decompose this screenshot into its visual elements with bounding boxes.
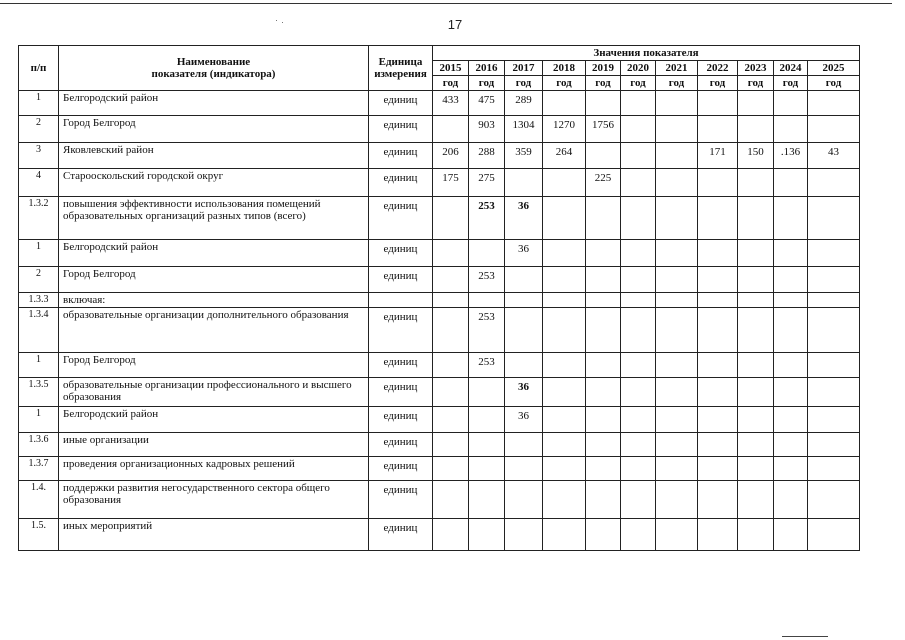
row-number: 1 (19, 240, 59, 267)
value-cell-2022 (698, 457, 738, 481)
header-year: 2022 (698, 61, 738, 76)
value-cell-2024: .136 (774, 143, 808, 169)
value-cell-2016: 288 (469, 143, 505, 169)
value-cell-2021 (656, 143, 698, 169)
value-cell-2017: 36 (505, 407, 543, 433)
value-cell-2024 (774, 197, 808, 240)
header-year-suffix: год (698, 76, 738, 91)
value-cell-2021 (656, 91, 698, 116)
value-cell-2018 (543, 267, 586, 293)
unit-cell: единиц (369, 197, 433, 240)
value-cell-2020 (621, 267, 656, 293)
value-cell-2016 (469, 293, 505, 308)
value-cell-2025 (808, 481, 860, 519)
value-cell-2016: 903 (469, 116, 505, 143)
value-cell-2022: 171 (698, 143, 738, 169)
value-cell-2018 (543, 91, 586, 116)
indicator-name: Белгородский район (59, 240, 369, 267)
indicator-name: поддержки развития негосударственного сектора общего образования (59, 481, 369, 519)
value-cell-2023 (738, 169, 774, 197)
row-number: 1 (19, 407, 59, 433)
value-cell-2022 (698, 407, 738, 433)
value-cell-2015 (433, 481, 469, 519)
value-cell-2023 (738, 293, 774, 308)
value-cell-2019 (586, 143, 621, 169)
row-number: 1.3.4 (19, 308, 59, 353)
value-cell-2018 (543, 308, 586, 353)
unit-cell (369, 293, 433, 308)
header-year-suffix: год (656, 76, 698, 91)
header-year: 2023 (738, 61, 774, 76)
value-cell-2017 (505, 519, 543, 551)
value-cell-2023 (738, 407, 774, 433)
row-number: 2 (19, 116, 59, 143)
value-cell-2016 (469, 519, 505, 551)
value-cell-2025: 43 (808, 143, 860, 169)
unit-cell: единиц (369, 519, 433, 551)
value-cell-2017: 359 (505, 143, 543, 169)
header-year-suffix: год (543, 76, 586, 91)
value-cell-2019 (586, 267, 621, 293)
value-cell-2020 (621, 519, 656, 551)
value-cell-2015 (433, 433, 469, 457)
row-number: 1 (19, 91, 59, 116)
value-cell-2018 (543, 197, 586, 240)
unit-cell: единиц (369, 91, 433, 116)
value-cell-2018 (543, 407, 586, 433)
value-cell-2019 (586, 433, 621, 457)
value-cell-2019 (586, 519, 621, 551)
indicator-name: Город Белгород (59, 353, 369, 378)
value-cell-2019 (586, 457, 621, 481)
value-cell-2019 (586, 197, 621, 240)
value-cell-2020 (621, 240, 656, 267)
header-year: 2015 (433, 61, 469, 76)
value-cell-2019 (586, 308, 621, 353)
value-cell-2024 (774, 267, 808, 293)
value-cell-2025 (808, 240, 860, 267)
header-year-suffix: год (433, 76, 469, 91)
header-num: п/п (19, 46, 59, 91)
indicator-name: проведения организационных кадровых решений (59, 457, 369, 481)
header-year: 2019 (586, 61, 621, 76)
indicator-name: Город Белгород (59, 116, 369, 143)
value-cell-2019 (586, 353, 621, 378)
value-cell-2024 (774, 378, 808, 407)
value-cell-2023 (738, 378, 774, 407)
scan-speck (276, 20, 277, 21)
value-cell-2016: 253 (469, 308, 505, 353)
value-cell-2024 (774, 433, 808, 457)
header-year: 2024 (774, 61, 808, 76)
value-cell-2020 (621, 407, 656, 433)
value-cell-2025 (808, 169, 860, 197)
value-cell-2018 (543, 353, 586, 378)
indicator-name: Город Белгород (59, 267, 369, 293)
value-cell-2021 (656, 407, 698, 433)
value-cell-2020 (621, 433, 656, 457)
row-number: 3 (19, 143, 59, 169)
value-cell-2025 (808, 353, 860, 378)
value-cell-2015: 206 (433, 143, 469, 169)
table-body (19, 91, 860, 551)
value-cell-2018 (543, 378, 586, 407)
value-cell-2021 (656, 267, 698, 293)
header-year-suffix: год (586, 76, 621, 91)
unit-cell: единиц (369, 169, 433, 197)
value-cell-2015 (433, 407, 469, 433)
value-cell-2015 (433, 457, 469, 481)
unit-cell: единиц (369, 407, 433, 433)
row-number: 4 (19, 169, 59, 197)
table-row (19, 481, 860, 519)
table-row (19, 378, 860, 407)
value-cell-2017: 36 (505, 378, 543, 407)
row-number: 1 (19, 353, 59, 378)
value-cell-2024 (774, 91, 808, 116)
value-cell-2025 (808, 293, 860, 308)
indicator-name: Старооскольский городской округ (59, 169, 369, 197)
header-year: 2017 (505, 61, 543, 76)
value-cell-2020 (621, 116, 656, 143)
row-number: 1.5. (19, 519, 59, 551)
indicator-name: Яковлевский район (59, 143, 369, 169)
row-number: 1.3.2 (19, 197, 59, 240)
top-rule (0, 3, 892, 4)
value-cell-2021 (656, 197, 698, 240)
value-cell-2020 (621, 293, 656, 308)
value-cell-2022 (698, 116, 738, 143)
unit-cell: единиц (369, 308, 433, 353)
value-cell-2024 (774, 169, 808, 197)
indicator-name: образовательные организации профессионального и высшего образования (59, 378, 369, 407)
value-cell-2022 (698, 308, 738, 353)
value-cell-2016: 475 (469, 91, 505, 116)
value-cell-2015 (433, 378, 469, 407)
header-year-suffix: год (738, 76, 774, 91)
value-cell-2022 (698, 267, 738, 293)
header-year-suffix: год (774, 76, 808, 91)
value-cell-2019 (586, 378, 621, 407)
header-values-group: Значения показателя (433, 46, 860, 61)
value-cell-2021 (656, 481, 698, 519)
value-cell-2023 (738, 433, 774, 457)
table-row (19, 91, 860, 116)
value-cell-2025 (808, 116, 860, 143)
value-cell-2023 (738, 353, 774, 378)
value-cell-2024 (774, 457, 808, 481)
value-cell-2022 (698, 481, 738, 519)
value-cell-2023 (738, 240, 774, 267)
indicator-name: иные организации (59, 433, 369, 457)
value-cell-2023 (738, 308, 774, 353)
value-cell-2017 (505, 433, 543, 457)
value-cell-2021 (656, 433, 698, 457)
value-cell-2023 (738, 267, 774, 293)
value-cell-2025 (808, 407, 860, 433)
value-cell-2015: 175 (433, 169, 469, 197)
value-cell-2022 (698, 169, 738, 197)
value-cell-2016 (469, 457, 505, 481)
value-cell-2018 (543, 293, 586, 308)
value-cell-2015 (433, 519, 469, 551)
value-cell-2015 (433, 197, 469, 240)
value-cell-2022 (698, 91, 738, 116)
value-cell-2025 (808, 433, 860, 457)
value-cell-2023 (738, 91, 774, 116)
value-cell-2015 (433, 308, 469, 353)
value-cell-2024 (774, 353, 808, 378)
value-cell-2015 (433, 240, 469, 267)
table-row (19, 116, 860, 143)
value-cell-2025 (808, 519, 860, 551)
value-cell-2016 (469, 433, 505, 457)
value-cell-2018 (543, 240, 586, 267)
value-cell-2021 (656, 378, 698, 407)
value-cell-2020 (621, 353, 656, 378)
value-cell-2020 (621, 197, 656, 240)
indicators-table (18, 45, 860, 551)
value-cell-2025 (808, 267, 860, 293)
table-row (19, 240, 860, 267)
value-cell-2018 (543, 169, 586, 197)
indicator-name: образовательные организации дополнительного образования (59, 308, 369, 353)
value-cell-2019 (586, 481, 621, 519)
value-cell-2016 (469, 378, 505, 407)
row-number: 1.4. (19, 481, 59, 519)
value-cell-2020 (621, 308, 656, 353)
value-cell-2015 (433, 293, 469, 308)
value-cell-2021 (656, 169, 698, 197)
value-cell-2021 (656, 240, 698, 267)
header-year: 2020 (621, 61, 656, 76)
value-cell-2015 (433, 116, 469, 143)
unit-cell: единиц (369, 240, 433, 267)
row-number: 1.3.6 (19, 433, 59, 457)
scan-speck (282, 22, 283, 23)
value-cell-2016: 253 (469, 353, 505, 378)
table-row (19, 197, 860, 240)
value-cell-2025 (808, 197, 860, 240)
value-cell-2017 (505, 481, 543, 519)
row-number: 2 (19, 267, 59, 293)
value-cell-2018: 264 (543, 143, 586, 169)
value-cell-2024 (774, 116, 808, 143)
value-cell-2017 (505, 308, 543, 353)
indicator-name: Белгородский район (59, 91, 369, 116)
value-cell-2017 (505, 353, 543, 378)
value-cell-2024 (774, 519, 808, 551)
table-row (19, 267, 860, 293)
value-cell-2022 (698, 293, 738, 308)
value-cell-2017 (505, 457, 543, 481)
value-cell-2024 (774, 293, 808, 308)
header-year: 2025 (808, 61, 860, 76)
unit-cell: единиц (369, 378, 433, 407)
value-cell-2017: 36 (505, 240, 543, 267)
value-cell-2018 (543, 519, 586, 551)
value-cell-2018: 1270 (543, 116, 586, 143)
value-cell-2020 (621, 457, 656, 481)
indicator-name: иных мероприятий (59, 519, 369, 551)
value-cell-2024 (774, 240, 808, 267)
header-year-suffix: год (505, 76, 543, 91)
value-cell-2017 (505, 293, 543, 308)
value-cell-2016: 253 (469, 267, 505, 293)
indicator-name: повышения эффективности использования помещений образовательных организаций разных типов (всего) (59, 197, 369, 240)
page-number: 17 (447, 17, 463, 32)
header-unit: Единица измерения (369, 46, 433, 91)
value-cell-2020 (621, 169, 656, 197)
unit-cell: единиц (369, 116, 433, 143)
row-number: 1.3.7 (19, 457, 59, 481)
value-cell-2018 (543, 481, 586, 519)
value-cell-2017: 1304 (505, 116, 543, 143)
value-cell-2015: 433 (433, 91, 469, 116)
value-cell-2019 (586, 91, 621, 116)
table-row (19, 308, 860, 353)
table-row (19, 143, 860, 169)
unit-cell: единиц (369, 457, 433, 481)
unit-cell: единиц (369, 481, 433, 519)
unit-cell: единиц (369, 353, 433, 378)
value-cell-2024 (774, 481, 808, 519)
header-year-suffix: год (469, 76, 505, 91)
unit-cell: единиц (369, 143, 433, 169)
value-cell-2015 (433, 267, 469, 293)
value-cell-2020 (621, 481, 656, 519)
value-cell-2025 (808, 91, 860, 116)
indicator-name: Белгородский район (59, 407, 369, 433)
header-year-suffix: год (808, 76, 860, 91)
value-cell-2021 (656, 293, 698, 308)
value-cell-2020 (621, 91, 656, 116)
value-cell-2019 (586, 407, 621, 433)
table-row (19, 457, 860, 481)
value-cell-2023 (738, 197, 774, 240)
header-year-suffix: год (621, 76, 656, 91)
value-cell-2023 (738, 481, 774, 519)
table-row (19, 353, 860, 378)
header-year: 2016 (469, 61, 505, 76)
unit-cell: единиц (369, 433, 433, 457)
value-cell-2017: 36 (505, 197, 543, 240)
indicator-name: включая: (59, 293, 369, 308)
unit-cell: единиц (369, 267, 433, 293)
value-cell-2019 (586, 293, 621, 308)
value-cell-2016: 275 (469, 169, 505, 197)
value-cell-2021 (656, 457, 698, 481)
header-year: 2021 (656, 61, 698, 76)
value-cell-2021 (656, 116, 698, 143)
value-cell-2025 (808, 308, 860, 353)
value-cell-2025 (808, 457, 860, 481)
value-cell-2022 (698, 197, 738, 240)
table-row (19, 433, 860, 457)
row-number: 1.3.5 (19, 378, 59, 407)
value-cell-2021 (656, 353, 698, 378)
header-name: Наименование показателя (индикатора) (59, 46, 369, 91)
value-cell-2023 (738, 116, 774, 143)
value-cell-2023: 150 (738, 143, 774, 169)
value-cell-2021 (656, 308, 698, 353)
value-cell-2022 (698, 433, 738, 457)
value-cell-2021 (656, 519, 698, 551)
table-row (19, 169, 860, 197)
value-cell-2019: 225 (586, 169, 621, 197)
value-cell-2016 (469, 481, 505, 519)
value-cell-2020 (621, 143, 656, 169)
value-cell-2017 (505, 169, 543, 197)
table-row (19, 519, 860, 551)
value-cell-2015 (433, 353, 469, 378)
value-cell-2024 (774, 407, 808, 433)
header-year: 2018 (543, 61, 586, 76)
value-cell-2022 (698, 240, 738, 267)
row-number: 1.3.3 (19, 293, 59, 308)
value-cell-2022 (698, 519, 738, 551)
value-cell-2020 (621, 378, 656, 407)
table-row (19, 293, 860, 308)
value-cell-2023 (738, 519, 774, 551)
value-cell-2018 (543, 433, 586, 457)
value-cell-2024 (774, 308, 808, 353)
table-row (19, 407, 860, 433)
value-cell-2025 (808, 378, 860, 407)
value-cell-2017 (505, 267, 543, 293)
value-cell-2017: 289 (505, 91, 543, 116)
value-cell-2023 (738, 457, 774, 481)
value-cell-2016 (469, 240, 505, 267)
value-cell-2019: 1756 (586, 116, 621, 143)
table-header (19, 46, 860, 91)
value-cell-2022 (698, 353, 738, 378)
value-cell-2019 (586, 240, 621, 267)
value-cell-2016 (469, 407, 505, 433)
value-cell-2018 (543, 457, 586, 481)
value-cell-2016: 253 (469, 197, 505, 240)
bottom-rule (782, 636, 828, 637)
value-cell-2022 (698, 378, 738, 407)
